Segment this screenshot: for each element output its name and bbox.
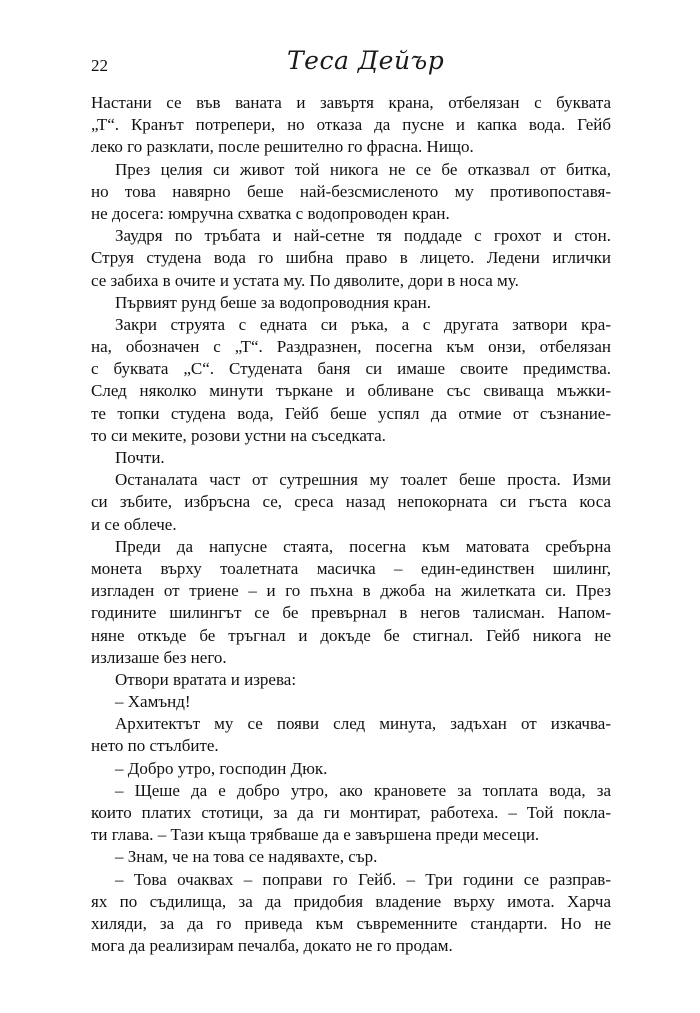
text-line: мога да реализирам печалба, докато не го продам.: [91, 936, 453, 956]
page-header: [91, 46, 611, 86]
text-line: Заудря по тръбата и най-сетне тя поддаде с грохот и стон.: [115, 226, 611, 246]
text-line: се забиха в очите и устата му. По дяволите, дори в носа му.: [91, 270, 519, 290]
text-line: Закри струята с едната си ръка, а с другата затвори кра-: [115, 314, 611, 334]
text-line: те топки студена вода, Гейб беше успял да отмие от съзнание-: [91, 403, 611, 423]
text-line: – Това очаквах – поправи го Гейб. – Три години се разправ-: [115, 869, 611, 889]
text-line: Архитектът му се появи след минута, задъхан от изкачва-: [115, 714, 611, 734]
text-line: – Хамънд!: [115, 692, 191, 712]
text-line: хиляди, за да го приведа към съвременните стандарти. Но не: [91, 913, 611, 933]
running-head-author: Теса Дейър: [287, 46, 445, 75]
text-line: излизаше без него.: [91, 647, 227, 667]
text-line: годините шилингът се бе превърнал в негов талисман. Напом-: [91, 603, 611, 623]
text-line: на, обозначен с „Т“. Раздразнен, посегна към онзи, отбелязан: [91, 337, 611, 357]
text-line: но това навярно беше най-безсмисленото му противопоставя-: [91, 181, 611, 201]
text-line: и се облече.: [91, 514, 177, 534]
text-line: не досега: юмручна схватка с водопроводен кран.: [91, 203, 450, 223]
text-line: Преди да напусне стаята, посегна към матовата сребърна: [115, 536, 611, 556]
text-line: Настани се във ваната и завъртя крана, отбелязан с буквата: [91, 93, 611, 112]
text-line: Останалата част от сутрешния му тоалет беше проста. Изми: [115, 470, 611, 490]
text-line: – Знам, че на това се надявахте, сър.: [115, 847, 378, 867]
text-line: леко го разклати, после решително го фрасна. Нищо.: [91, 137, 474, 157]
body-text: [91, 92, 611, 957]
text-line: ти глава. – Тази къща трябваше да е завършена преди месеци.: [91, 825, 540, 845]
text-line: с буквата „С“. Студената баня си имаше своите предимства.: [91, 359, 611, 379]
text-line: Струя студена вода го шибна право в лицето. Ледени иглички: [91, 248, 611, 268]
text-line: ях по съдилища, за да придобия владение върху имота. Харча: [91, 891, 611, 911]
text-line: които платих стотици, за да ги монтират, работеха. – Той покла-: [91, 803, 611, 822]
text-line: няне откъде бе тръгнал и докъде бе стигнал. Гейб никога не: [91, 625, 611, 645]
text-line: – Добро утро, господин Дюк.: [115, 758, 328, 778]
text-line: си зъбите, избръсна се, среса назад непокорната си гъста коса: [91, 492, 611, 512]
page-number: 22: [91, 56, 108, 75]
text-line: Първият рунд беше за водопроводния кран.: [115, 292, 431, 312]
text-line: изгладен от триене – и го пъхна в джоба на жилетката си. През: [91, 581, 611, 601]
text-line: монета върху тоалетната масичка – един-единствен шилинг,: [91, 558, 611, 578]
text-line: нето по стълбите.: [91, 736, 219, 756]
text-line: През целия си живот той никога не се бе отказвал от битка,: [115, 159, 611, 179]
text-line: Отвори вратата и изрева:: [115, 669, 297, 689]
text-line: „Т“. Кранът потрепери, но отказа да пусне и капка вода. Гейб: [91, 115, 611, 135]
text-line: Почти.: [115, 448, 165, 467]
text-line: – Щеше да е добро утро, ако крановете за топлата вода, за: [115, 780, 611, 800]
text-line: то си меките, розови устни на съседката.: [91, 425, 386, 445]
text-line: След няколко минути търкане и обливане със свиваща мъжки-: [91, 381, 611, 401]
